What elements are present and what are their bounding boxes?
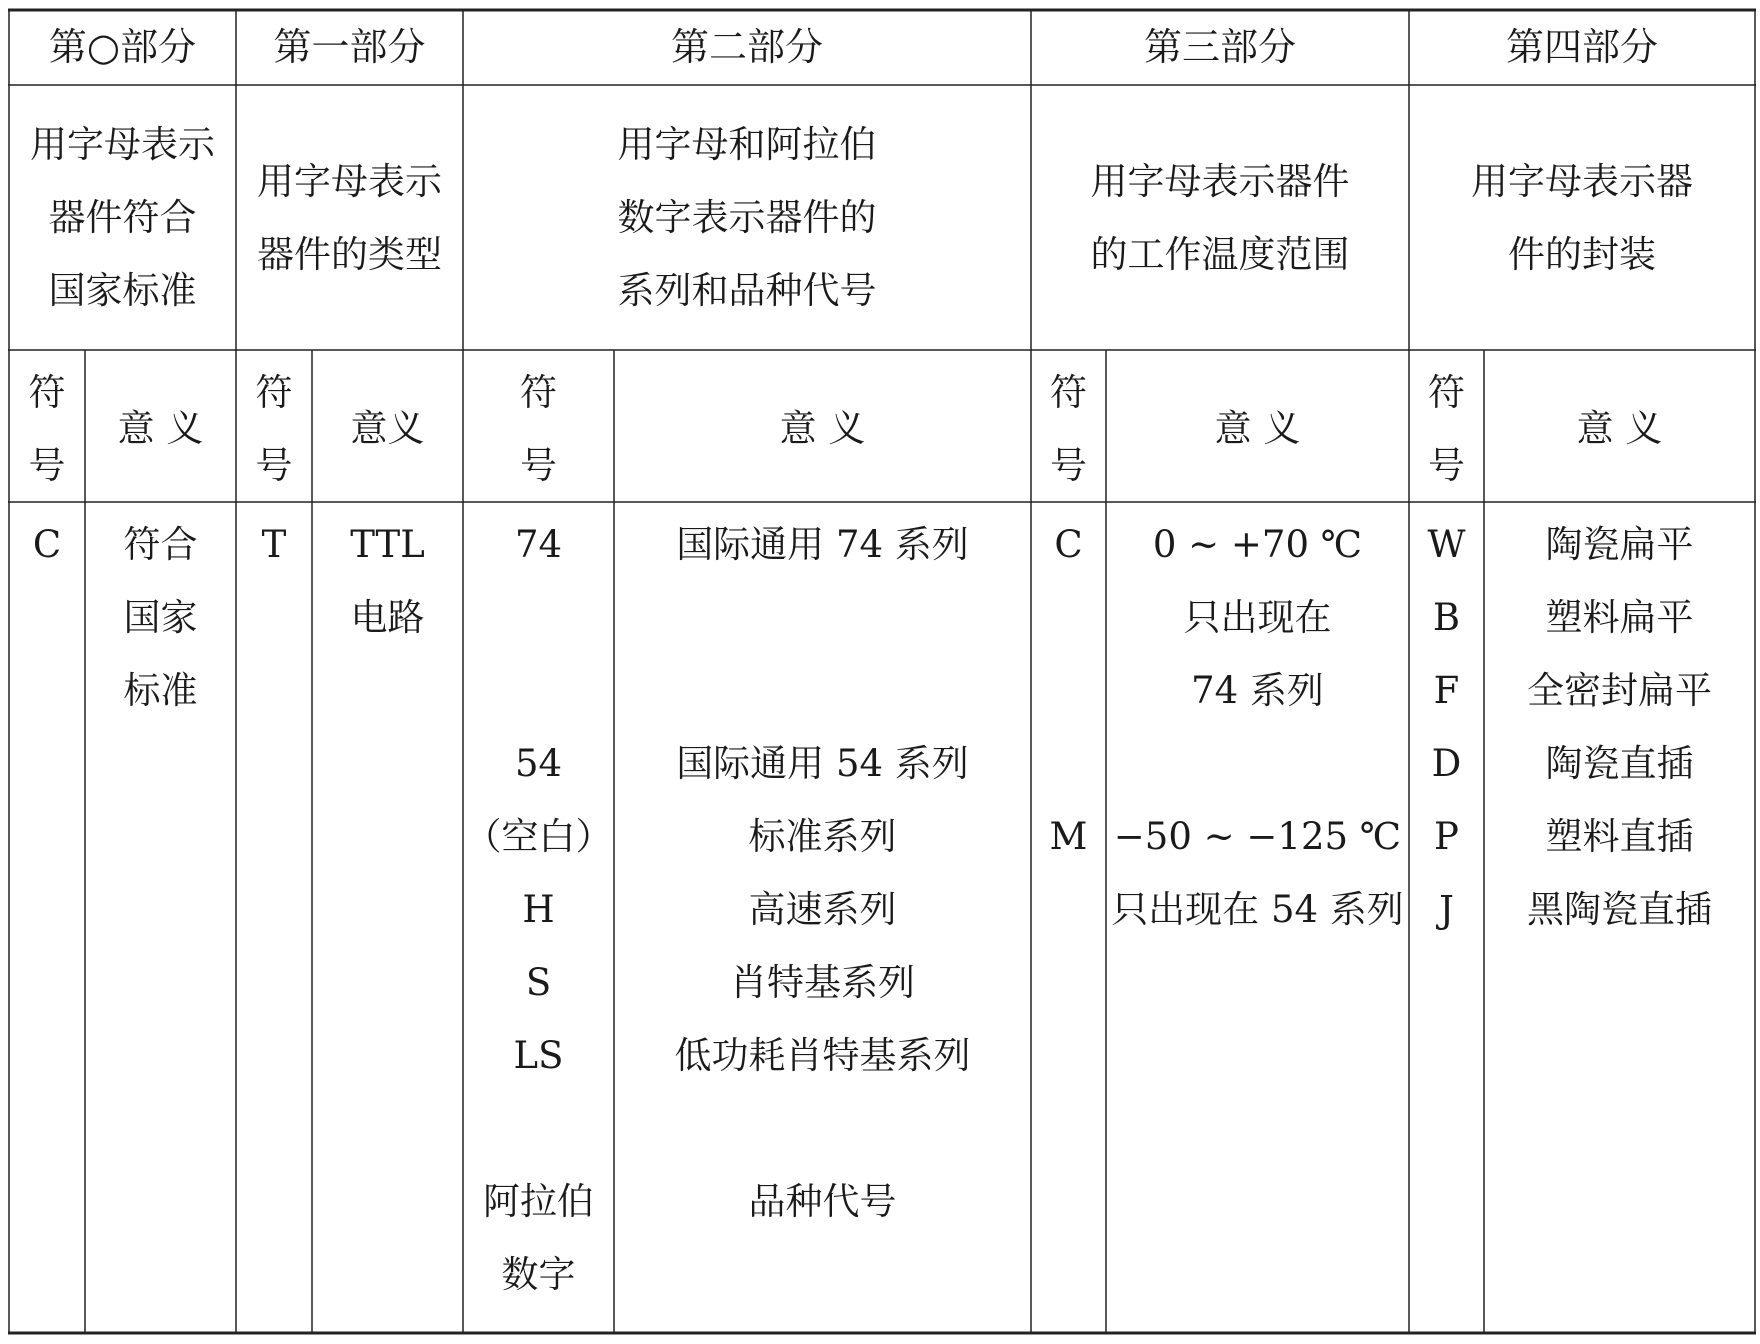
description-part-2: 用字母和阿拉伯 数字表示器件的 系列和品种代号: [617, 123, 877, 312]
symbol-header-part-0: 符 号: [28, 370, 66, 487]
header-part-4: 第四部分: [1505, 25, 1658, 69]
part-0-symbol: C: [32, 523, 62, 566]
part-2-symbols: 74 54 （空白） H S LS 阿拉伯 数字: [464, 523, 613, 1296]
part-1-symbol: T: [261, 523, 287, 566]
header-part-0: 第○部分: [48, 25, 197, 69]
part-2-meanings: 国际通用 74 系列 国际通用 54 系列 标准系列 高速系列 肖特基系列 低功耗肖特基系列 品种代号: [674, 523, 971, 1223]
description-part-1: 用字母表示 器件的类型: [257, 159, 442, 276]
part-0-meaning: 符合 国家 标准: [123, 523, 198, 712]
part-4-symbols: W B F D P J: [1427, 523, 1466, 931]
header-part-2: 第二部分: [670, 25, 823, 69]
symbol-header-part-4: 符 号: [1428, 370, 1465, 487]
symbol-header-part-2: 符 号: [520, 370, 557, 487]
description-part-0: 用字母表示 器件符合 国家标准: [30, 123, 215, 312]
part-3-meanings: 0 ~ +70 ℃ 只出现在 74 系列 −50 ~ −125 ℃ 只出现在 54 系列: [1111, 523, 1404, 931]
meaning-header-part-0: 意 义: [117, 407, 204, 450]
header-part-1: 第一部分: [273, 25, 426, 69]
symbol-header-part-3: 符 号: [1050, 370, 1087, 487]
part-4-meanings: 陶瓷扁平 塑料扁平 全密封扁平 陶瓷直插 塑料直插 黑陶瓷直插: [1527, 523, 1712, 931]
meaning-header-part-2: 意 义: [779, 407, 866, 450]
header-part-3: 第三部分: [1143, 25, 1296, 69]
description-part-3: 用字母表示器件 的工作温度范围: [1090, 159, 1350, 276]
meaning-header-part-3: 意 义: [1214, 407, 1301, 450]
symbol-header-part-1: 符 号: [255, 370, 293, 487]
part-1-meaning: TTL 电路: [350, 523, 425, 639]
description-part-4: 用字母表示器 件的封装: [1471, 159, 1693, 276]
meaning-header-part-4: 意 义: [1576, 407, 1663, 450]
part-3-symbols: C M: [1049, 523, 1088, 858]
meaning-header-part-1: 意义: [350, 407, 425, 450]
